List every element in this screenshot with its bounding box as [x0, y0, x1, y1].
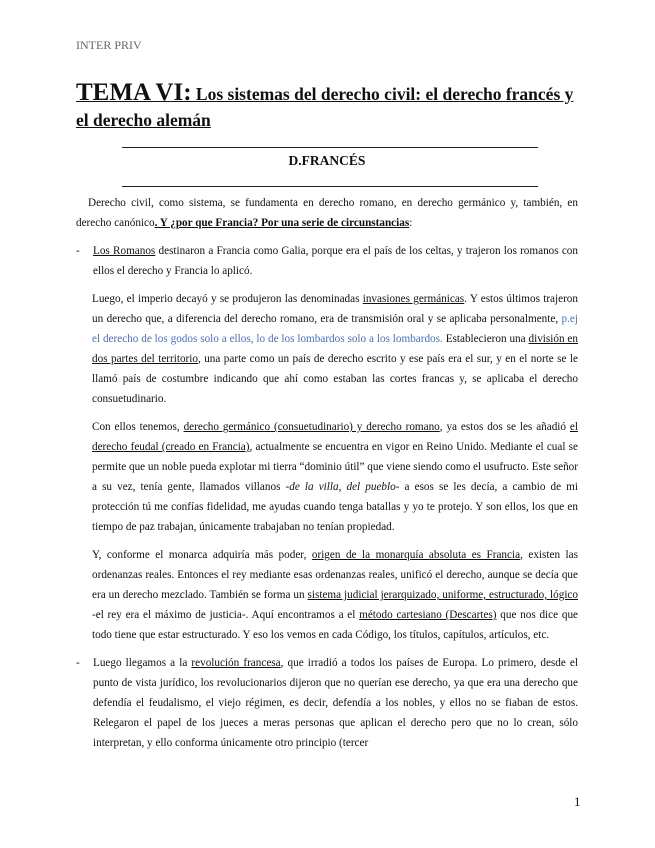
bullet-item	[76, 241, 578, 281]
text: - a esos se les decía, a cambio de mi protección tú me confías fidelidad, me ayudas cuando tenga batallas y yo te protejo. Y son ellos, los que en tiempo de paz trabajan, únicamente trabajaban no tenían propiedad.	[92, 481, 578, 533]
paragraph	[92, 289, 578, 409]
text: . Y estos últimos trajeron un derecho que, a diferencia del derecho romano, era de transmisión oral y se aplicaba personalmente,	[92, 293, 578, 325]
paragraph	[76, 193, 578, 233]
text: , una parte como un país de derecho escrito y ese país era el sur, y en el norte se le llamó país de costumbre indicando que ahí como estaban las cortes francas y, se aplicaba el derecho consuetudinario.	[92, 353, 578, 405]
title-tema: TEMA VI:	[76, 79, 192, 106]
text: Y, conforme el monarca adquiría más poder,	[92, 549, 312, 561]
text: Con ellos tenemos,	[92, 421, 184, 433]
text: , que irradió a todos los países de Europa. Lo primero, desde el punto de vista jurídico, los revolucionarios dijeron que no querían ese derecho, ya que era una derecho que defendía el feudalismo, el viejo régimen, es decir, defendía a los nobles, y ellos no se fiaban de estos. Relegaron el papel de los jueces a meras personas que aplican el derecho pero que no lo crean, sólo interpretan, y ello conforma únicamente otro principio (tercer	[93, 657, 578, 749]
underlined-text: sistema judicial jerarquizado, uniforme, estructurado, lógico	[307, 589, 578, 601]
underlined-text: el derecho feudal (creado en Francia)	[92, 421, 578, 453]
underlined-text: derecho germánico (consuetudinario) y derecho romano	[183, 421, 440, 433]
text: :	[409, 217, 413, 229]
text: Establecieron una	[442, 333, 529, 345]
divider-top	[122, 147, 538, 148]
paragraph	[92, 545, 578, 645]
underlined-text: división en dos partes del territorio	[92, 333, 578, 365]
text: , actualmente se encuentra en vigor en Reino Unido. Mediante el cual se permite que un noble pueda explotar mi tierra “dominio útil” que viene siendo como el usufructo. Este señor a su vez, tenía gente, llamados villanos -	[92, 441, 578, 493]
document-body	[76, 193, 578, 761]
underlined-text: invasiones germánicas	[362, 293, 465, 305]
title-text: Los sistemas del derecho civil: el derecho francés y el derecho alemán	[76, 84, 574, 130]
bullet-dash: -	[76, 245, 80, 257]
emphasis-text: . Y ¿por que Francia? Por una serie de circunstancias	[154, 217, 410, 229]
paragraph	[92, 417, 578, 537]
text: , ya estos dos se les añadió	[439, 421, 570, 433]
text: destinaron a Francia como Galia, porque era el país de los celtas, y trajeron los romanos con ellos el derecho y Francia lo aplicó.	[93, 245, 578, 277]
text: que nos dice que todo tiene que estar estructurado. Y eso los vemos en cada Código, los títulos, capítulos, artículos, etc.	[92, 609, 578, 641]
text: , existen las ordenanzas reales. Entonces el rey mediante esas ordenanzas reales, unificó el derecho, aunque se decía que era un derecho mezclado. También se forma un	[92, 549, 578, 601]
page-title	[76, 80, 576, 133]
running-header: INTER PRIV	[76, 38, 142, 52]
underlined-text: método cartesiano (Descartes)	[359, 609, 497, 621]
page-number: 1	[574, 794, 581, 809]
bullet-item	[76, 653, 578, 753]
section-heading: D.FRANCÉS	[288, 153, 366, 168]
underlined-text: Los Romanos	[93, 245, 156, 257]
underlined-text: origen de la monarquía absoluta es Francia	[311, 549, 521, 561]
text: Luego, el imperio decayó y se produjeron las denominadas	[92, 293, 363, 305]
underlined-text: revolución francesa	[191, 657, 281, 669]
divider-bottom	[122, 186, 538, 187]
text: Derecho civil, como sistema, se fundamenta en derecho romano, en derecho germánico y, también, en derecho canónico	[76, 197, 578, 229]
italic-text: de la villa, del pueblo	[289, 481, 396, 493]
text: Luego llegamos a la	[93, 657, 192, 669]
text: -el rey era el máximo de justicia-. Aquí encontramos a el	[92, 609, 360, 621]
bullet-dash: -	[76, 657, 80, 669]
highlighted-example: p.ej el derecho de los godos solo a ellos, lo de los lombardos solo a los lombardos.	[92, 313, 578, 345]
